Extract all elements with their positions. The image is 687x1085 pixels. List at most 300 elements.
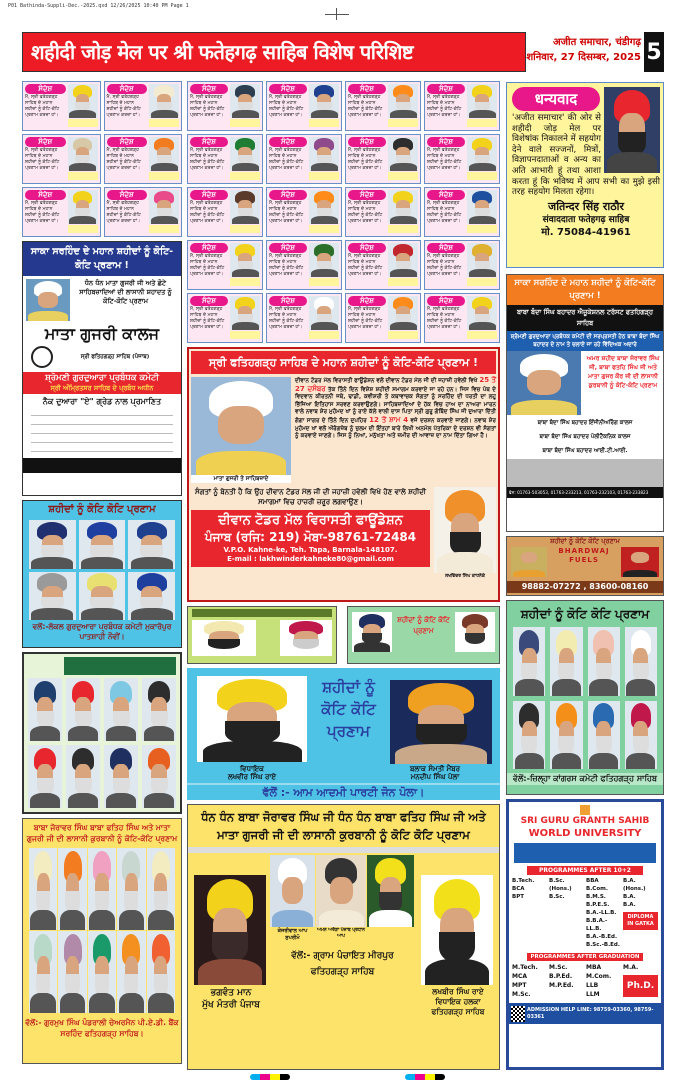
thanks-title: धन्यवाद	[512, 87, 600, 111]
portrait-photo	[66, 745, 100, 808]
photo-caption	[230, 119, 260, 127]
clothing	[589, 679, 618, 695]
clothing	[232, 110, 259, 118]
programme-column	[586, 963, 621, 999]
cm-name: ਭਗਵੰਤ ਮਾਨ	[210, 988, 252, 998]
programme-column	[549, 877, 584, 949]
photo-caption	[149, 172, 179, 180]
clothing	[69, 110, 96, 118]
middle-column	[187, 81, 500, 1070]
sandesh-message: ਮੈਂ, ਸ੍ਰੀ ਫਤੇਹਗੜ੍ਹ ਸਾਹਿਬ ਦੇ ਮਹਾਨ ਸ਼ਹੀਦਾਂ ਨੂੰ ਕੋਟਿ-ਕੋਟਿ ਪ੍ਰਣਾਮ ਕਰਦਾ ਹਾਂ।	[106, 201, 141, 224]
leaders-photos	[270, 855, 415, 927]
clothing	[390, 269, 417, 277]
sandesh-title: ਸੰਦੇਸ਼	[269, 296, 307, 306]
sandesh-title: ਸੰਦੇਸ਼	[348, 84, 386, 94]
portrait-photo	[230, 243, 260, 277]
photo-caption	[309, 331, 339, 339]
portrait-photo	[142, 745, 176, 808]
clothing	[469, 322, 496, 330]
card-photo	[230, 243, 260, 287]
newspaper-page	[22, 0, 664, 1070]
programme-item: B.Tech.	[512, 878, 535, 884]
sandesh-message: ਮੈਂ, ਸ੍ਰੀ ਫਤੇਹਗੜ੍ਹ ਸਾਹਿਬ ਦੇ ਮਹਾਨ ਸ਼ਹੀਦਾਂ ਨੂੰ ਕੋਟਿ-ਕੋਟਿ ਪ੍ਰਣਾਮ ਕਰਦਾ ਹਾਂ।	[190, 201, 225, 224]
clothing	[390, 163, 417, 171]
foundation-panel	[191, 510, 430, 567]
sandesh-card	[424, 81, 500, 131]
ad-title: ਧੰਨ ਧੰਨ ਬਾਬਾ ਜੋਰਾਵਰ ਸਿੰਘ ਜੀ ਧੰਨ ਧੰਨ ਬਾਬਾ ਫਤਿਹ ਸਿੰਘ ਜੀ ਅਤੇ ਮਾਤਾ ਗੁਜਰੀ ਜੀ ਦੀ ਲਾਸਾਨੀ ਕੁਰਬਾਨੀ ਨੂੰ ਕੋਟਿ ਕੋਟਿ ਪ੍ਰਣਾਮ	[201, 810, 486, 842]
sandesh-message: ਮੈਂ, ਸ੍ਰੀ ਫਤੇਹਗੜ੍ਹ ਸਾਹਿਬ ਦੇ ਮਹਾਨ ਸ਼ਹੀਦਾਂ ਨੂੰ ਕੋਟਿ-ਕੋਟਿ ਪ੍ਰਣਾਮ ਕਰਦਾ ਹਾਂ।	[190, 307, 225, 330]
portrait-photo	[550, 627, 582, 696]
phd-badge: Ph.D.	[623, 975, 658, 997]
clothing	[60, 910, 86, 930]
cm-caption	[194, 987, 268, 1011]
portrait-photo	[142, 678, 176, 741]
event-dates: 25 ਤੋਂ 27 ਦਸੰਬਰ	[295, 376, 497, 393]
sandesh-title: ਸੰਦੇਸ਼	[190, 190, 228, 200]
institution: ਬਾਬਾ ਬੰਦਾ ਸਿੰਘ ਬਹਾਦਰ ਪੋਲੀਟੈਕਨਿਕ ਕਾਲਜ	[539, 434, 631, 440]
clothing	[311, 163, 338, 171]
card-text	[190, 190, 228, 234]
sandesh-title: ਸੰਦੇਸ਼	[269, 137, 307, 147]
portrait-photo	[68, 84, 98, 118]
ad-from	[270, 948, 415, 980]
ad-banner: ਸਾਕਾ ਸਰਹਿੰਦ ਦੇ ਮਹਾਨ ਸ਼ਹੀਦਾਂ ਨੂੰ ਕੋਟਿ-ਕੋਟਿ ਪ੍ਰਣਾਮ !	[507, 275, 663, 305]
clothing	[81, 608, 123, 620]
ad-title: ਸ਼ਹੀਦਾਂ ਨੂੰ ਕੋਟਿ ਕੋਟਿ ਪ੍ਰਣਾਮ	[550, 537, 620, 545]
clothing	[311, 110, 338, 118]
paper-name: अजीत समाचार, चंडीगढ़	[552, 37, 641, 48]
institutions	[507, 415, 663, 459]
portrait-photo	[128, 520, 175, 569]
issue-date: शनिवार, 27 दिसम्बर, 2025	[526, 52, 641, 63]
sandesh-title: ਸੰਦੇਸ਼	[427, 84, 465, 94]
sandesh-title: ਸੰਦੇਸ਼	[269, 84, 307, 94]
portrait-photo	[467, 296, 497, 330]
photo-caption	[388, 225, 418, 233]
sandesh-message: ਮੈਂ, ਸ੍ਰੀ ਫਤੇਹਗੜ੍ਹ ਸਾਹਿਬ ਦੇ ਮਹਾਨ ਸ਼ਹੀਦਾਂ ਨੂੰ ਕੋਟਿ-ਕੋਟਿ ਪ੍ਰਣਾਮ ਕਰਦਾ ਹਾਂ।	[269, 95, 304, 118]
sandesh-card	[424, 240, 500, 290]
portrait-photo	[309, 190, 339, 224]
clothing	[552, 679, 581, 695]
mla-caption: ਲਖਬੀਰ ਸਿੰਘ ਰਾਏ ਵਿਧਾਇਕ ਹਲਕਾ ਫਤਿਹਗੜ੍ਹ ਸਾਹਿਬ	[431, 987, 485, 1016]
photo-caption	[309, 119, 339, 127]
portrait-photo	[625, 701, 657, 770]
college-logo	[31, 346, 53, 368]
small-ad-left	[187, 606, 337, 664]
programme-column	[512, 877, 547, 949]
ug-heading: PROGRAMMES AFTER 10+2	[527, 866, 643, 875]
mata-gujri-image	[507, 351, 581, 415]
clothing	[144, 793, 175, 808]
clothing	[144, 726, 175, 741]
programme-column	[623, 877, 658, 949]
sandesh-message: ਮੈਂ, ਸ੍ਰੀ ਫਤੇਹਗੜ੍ਹ ਸਾਹਿਬ ਦੇ ਮਹਾਨ ਸ਼ਹੀਦਾਂ ਨੂੰ ਕੋਟਿ-ਕੋਟਿ ਪ੍ਰਣਾਮ ਕਰਦਾ ਹਾਂ।	[269, 201, 304, 224]
card-text	[427, 190, 465, 234]
card-text	[427, 296, 465, 340]
clothing	[31, 557, 73, 569]
person-photo	[621, 547, 659, 577]
ad-bottom-row	[191, 487, 496, 580]
tribute-text: ਅਮਰ ਸ਼ਹੀਦ ਬਾਬਾ ਜੋਰਾਵਰ ਸਿੰਘ ਜੀ, ਬਾਬਾ ਫਤਹਿ ਸਿੰਘ ਜੀ ਅਤੇ ਮਾਤਾ ਗੁਜਰ ਕੌਰ ਜੀ ਦੀ ਲਾਸਾਨੀ ਕੁਰਬਾਨੀ ਨੂੰ ਕੋਟਿ-ਕੋਟਿ ਪ੍ਰਣਾਮ	[586, 355, 660, 389]
portrait-photo	[66, 678, 100, 741]
card-text	[269, 296, 307, 340]
portrait-photo	[117, 848, 145, 930]
programme-item: B.Sc.-B.Ed.	[586, 942, 620, 948]
ad-from: ਵੱਲੋਂ:- ਗੁਰਮੁਖ ਸਿੰਘ ਪੰਡਰਾਲੀ ਚੇਅਰਮੈਨ ਪੀ.ਏ.ਡੀ. ਬੈਂਕ ਸਰਹਿੰਦ ਫਤਿਹਗੜ੍ਹ ਸਾਹਿਬ।	[25, 1018, 179, 1038]
bhardwaj-fuels-ad	[506, 536, 664, 596]
mla-photo	[421, 875, 493, 985]
clothing	[232, 269, 259, 277]
sandesh-message: ਮੈਂ, ਸ੍ਰੀ ਫਤੇਹਗੜ੍ਹ ਸਾਹਿਬ ਦੇ ਮਹਾਨ ਸ਼ਹੀਦਾਂ ਨੂੰ ਕੋਟਿ-ਕੋਟਿ ਪ੍ਰਣਾਮ ਕਰਦਾ ਹਾਂ।	[348, 254, 383, 277]
sandesh-card	[104, 81, 183, 131]
sandesh-message: ਮੈਂ, ਸ੍ਰੀ ਫਤੇਹਗੜ੍ਹ ਸਾਹਿਬ ਦੇ ਮਹਾਨ ਸ਼ਹੀਦਾਂ ਨੂੰ ਕੋਟਿ-ਕੋਟਿ ਪ੍ਰਣਾਮ ਕਰਦਾ ਹਾਂ।	[348, 201, 383, 224]
clothing	[89, 910, 115, 930]
portrait-photo	[29, 848, 57, 930]
sandesh-card	[345, 187, 421, 237]
sandesh-grid	[187, 81, 500, 343]
card-photo	[309, 190, 339, 234]
clothing	[311, 269, 338, 277]
portrait-photo	[513, 701, 545, 770]
clothing	[106, 793, 137, 808]
contact-panel	[507, 459, 663, 487]
from-place: ਫਤਿਹਗੜ੍ਹ ਸਾਹਿਬ	[310, 967, 375, 977]
photo-caption	[68, 225, 98, 233]
portrait-photo	[230, 190, 260, 224]
card-text	[107, 137, 148, 181]
mla-photo	[197, 676, 307, 762]
ad-header	[192, 609, 332, 617]
programme-item: M.P.Ed.	[549, 982, 574, 989]
ad-title: ਸ਼ਹੀਦਾਂ ਨੂੰ ਕੋਟਿ ਕੋਟਿ ਪ੍ਰਣਾਮ	[520, 607, 650, 621]
person-photo	[192, 620, 256, 656]
admission-bar	[509, 1003, 661, 1024]
card-photo	[467, 84, 497, 128]
photo-caption	[230, 172, 260, 180]
card-photo	[467, 190, 497, 234]
photo-caption	[309, 278, 339, 286]
ad-title: ਸ਼ਹੀਦਾਂ ਨੂੰ ਕੋਟਿ ਕੋਟਿ ਪ੍ਰਣਾਮ	[397, 616, 450, 635]
clothing	[69, 163, 96, 171]
leaders-captions	[270, 928, 415, 942]
card-photo	[309, 137, 339, 181]
card-photo	[230, 84, 260, 128]
photo-caption	[149, 225, 179, 233]
card-photo	[149, 190, 179, 234]
portrait-photo	[149, 84, 179, 118]
todar-mal-foundation-ad	[187, 347, 500, 602]
portrait-photo	[88, 931, 116, 1013]
photo-caption	[230, 225, 260, 233]
clothing	[148, 910, 174, 930]
appeal-text: ਸੰਗਤਾਂ ਨੂੰ ਬੇਨਤੀ ਹੈ ਕਿ ਉਹ ਦੀਵਾਨ ਟੋਡਰ ਮੱਲ ਜੀ ਦੀ ਜਹਾਜ਼ੀ ਹਵੇਲੀ ਵਿਖੇ ਹੋਣ ਵਾਲੇ ਸ਼ਹੀਦੀ ਸਮਾਗਮਾਂ ਵਿਚ ਹਾਜ਼ਰੀ ਜ਼ਰੂਰ ਲਗਵਾਉਣ।	[194, 488, 427, 506]
clothing	[232, 163, 259, 171]
portrait-photo	[149, 190, 179, 224]
sandesh-title: ਸੰਦੇਸ਼	[427, 243, 465, 253]
portrait-photo	[388, 296, 418, 330]
leaders-block	[270, 855, 415, 1017]
portrait-photo	[467, 84, 497, 118]
programme-item: B.A.	[623, 894, 636, 900]
sandesh-message: ਮੈਂ, ਸ੍ਰੀ ਫਤੇਹਗੜ੍ਹ ਸਾਹਿਬ ਦੇ ਮਹਾਨ ਸ਼ਹੀਦਾਂ ਨੂੰ ਕੋਟਿ-ਕੋਟਿ ਪ੍ਰਣਾਮ ਕਰਦਾ ਹਾਂ।	[190, 95, 225, 118]
portrait-photo	[128, 572, 175, 621]
sandesh-title: ਸੰਦੇਸ਼	[348, 190, 386, 200]
event-time: 12 ਤੋਂ ਸ਼ਾਮ 4	[369, 415, 409, 424]
body-text: ਦੀਵਾਨ ਟੋਡਰ ਮੱਲ ਵਿਰਾਸਤੀ ਫਾਊਂਡੇਸ਼ਨ ਵਲੋਂ ਦੀਵਾਨ ਟੋਡਰ ਮੱਲ ਜੀ ਦੀ ਜਹਾਜ਼ੀ ਹਵੇਲੀ ਵਿਖੇ	[295, 378, 478, 384]
ad-header	[64, 657, 176, 675]
photo-caption	[467, 331, 497, 339]
portrait-photo	[88, 848, 116, 930]
card-photo	[309, 296, 339, 340]
diploma-badge: DIPLOMA IN GATKA	[623, 912, 658, 930]
card-photo	[388, 190, 418, 234]
clothing	[589, 753, 618, 769]
programme-column	[512, 963, 547, 999]
pbd-bank-ad	[22, 818, 182, 1064]
card-text	[107, 190, 148, 234]
sandesh-card	[345, 81, 421, 131]
photo-row	[187, 668, 500, 764]
foundation-name: ਦੀਵਾਨ ਟੋਡਰ ਮੱਲ ਵਿਰਾਸਤੀ ਫਾਊਂਡੇਸ਼ਨ	[218, 513, 403, 528]
college-place: ਸ੍ਰੀ ਫਤਿਹਗੜ੍ਹ ਸਾਹਿਬ (ਪੰਜਾਬ)	[80, 354, 150, 360]
thanks-box	[506, 82, 664, 268]
sandesh-title: ਸੰਦੇਸ਼	[348, 243, 386, 253]
cm-photo	[194, 875, 266, 985]
photo-caption	[388, 331, 418, 339]
card-text	[190, 137, 228, 181]
portrait-photo	[467, 190, 497, 224]
programme-item: MBA	[586, 964, 602, 971]
portrait-photo	[58, 848, 86, 930]
card-photo	[467, 137, 497, 181]
pg-heading: PROGRAMMES AFTER GRADUATION	[527, 953, 643, 961]
portrait-photo	[68, 190, 98, 224]
sandesh-card	[187, 240, 263, 290]
card-photo	[149, 84, 179, 128]
clothing	[30, 726, 61, 741]
programme-item: B.Sc.	[549, 894, 565, 900]
color-registration-mark	[250, 1074, 290, 1080]
sandesh-card	[266, 240, 342, 290]
sandesh-message: ਮੈਂ, ਸ੍ਰੀ ਫਤੇਹਗੜ੍ਹ ਸਾਹਿਬ ਦੇ ਮਹਾਨ ਸ਼ਹੀਦਾਂ ਨੂੰ ਕੋਟਿ-ਕੋਟਿ ਪ੍ਰਣਾਮ ਕਰਦਾ ਹਾਂ।	[427, 95, 462, 118]
sandesh-title: ਸੰਦੇਸ਼	[25, 84, 66, 94]
photo-row	[507, 546, 663, 578]
programme-item: MCA	[512, 973, 528, 980]
thanks-body: 'अजीत समाचार' की ओर से शहीदी जोड़ मेल पर विशेषांक निकालने में सहयोग देने वाले सज्जनों, मित्रों, विज्ञापनदाताओं व अन्य का अति आभारी हूं तथा आशा करता हूं कि भविष्य में आप सभी का मुझे इसी तरह सहयोग मिलता रहेगा।	[512, 113, 660, 198]
sandesh-title: ਸੰਦੇਸ਼	[107, 190, 148, 200]
arora-photo	[316, 855, 366, 927]
portrait-photo	[588, 701, 620, 770]
portrait-photo	[79, 520, 126, 569]
ad-title: ਬਾਬਾ ਜੋਰਾਵਰ ਸਿੰਘ ਬਾਬਾ ਫਤਿਹ ਸਿੰਘ ਅਤੇ ਮਾਤਾ ਗੁਜਰੀ ਜੀ ਦੀ ਲਾਸਾਨੀ ਕੁਰਬਾਨੀ ਨੂੰ ਕੋਟਿ-ਕੋਟਿ ਪ੍ਰਣਾਮ	[26, 823, 178, 843]
sandesh-title: ਸੰਦੇਸ਼	[427, 137, 465, 147]
body-text: ਵਜੇ ਦਰਸ਼ਨ ਕਰਵਾਏ ਜਾਣਗੇ। ਨਵਾਬ ਸ਼ੇਰ ਮੁਹੰਮਦ ਖਾਂ ਵਲੋਂ ਔਰੰਗਜ਼ੇਬ ਨੂੰ ਜ਼ੁਲਮ ਦੀ ਇੰਤਹਾਂ ਬਾਰੇ ਲਿਖੀ ਅਨਮੋਲ ਪੱਤਰਿਕਾ ਦੇ ਦਰਸ਼ਨ ਵੀ ਸੰਗਤਾਂ ਨੂੰ ਕਰਵਾਏ ਜਾਣਗੇ। ਜਿਸ ਨੂੰ ਨਿਆਂ, ਮਨੁੱਖਤਾ ਅਤੇ ਜ਼ਮੀਰ ਦੀ ਆਵਾਜ਼ ਦਾ ਨਾਮ ਦਿੱਤਾ ਗਿਆ ਹੈ।	[295, 417, 496, 440]
programme-item: B.P.Ed.	[549, 973, 573, 980]
clothing	[131, 608, 173, 620]
sandesh-title: ਸੰਦੇਸ਼	[190, 84, 228, 94]
clothing	[515, 753, 544, 769]
clothing	[30, 993, 56, 1013]
naac-grade: ਨੈਕ ਦੁਆਰਾ "ਏ" ਗ੍ਰੇਡ ਨਾਲ ਪ੍ਰਮਾਣਿਤ	[42, 397, 162, 406]
photo-caption	[68, 119, 98, 127]
image-caption: ਮਾਤਾ ਗੁਜਰੀ ਤੇ ਸਾਹਿਬਜ਼ਾਦੇ	[191, 475, 291, 483]
clothing	[390, 322, 417, 330]
card-photo	[467, 243, 497, 287]
photo-caption	[467, 278, 497, 286]
card-text	[107, 84, 148, 128]
sandesh-title: ਸੰਦੇਸ਼	[25, 190, 66, 200]
clothing	[469, 110, 496, 118]
sandesh-card	[424, 134, 500, 184]
sandesh-card	[22, 187, 101, 237]
sandesh-title: ਸੰਦੇਸ਼	[269, 190, 307, 200]
portrait-photo	[147, 848, 175, 930]
card-photo	[309, 243, 339, 287]
card-text	[269, 137, 307, 181]
card-text	[269, 243, 307, 287]
sgpc-name: ਸ਼੍ਰੋਮਣੀ ਗੁਰਦੁਆਰਾ ਪ੍ਰਬੰਧਕ ਕਮੇਟੀ	[45, 373, 159, 383]
portrait-photo	[625, 627, 657, 696]
sgpc-band	[23, 372, 181, 394]
reporter-phone: मो. 75084-41961	[541, 226, 631, 238]
programme-item: B.A.-LL.B.	[586, 910, 617, 916]
clothing	[515, 679, 544, 695]
sandesh-title: ਸੰਦੇਸ਼	[190, 243, 228, 253]
member-role: ਬਲਾਕ ਸੰਮਤੀ ਮੈਂਬਰ	[410, 765, 460, 773]
photo-grid	[29, 520, 175, 620]
mla-role: ਵਿਧਾਇਕ	[240, 765, 264, 773]
mla-block	[415, 855, 499, 1017]
portrait-photo	[230, 296, 260, 330]
card-text	[427, 137, 465, 181]
person-photo	[455, 612, 495, 652]
portrait-photo	[388, 243, 418, 277]
clothing	[81, 557, 123, 569]
ad-from: ਵਲੋਂ:-ਲੋਕਲ ਗੁਰਦੁਆਰਾ ਪ੍ਰਬੰਧਕ ਕਮੇਟੀ ਮੁਕਾਰੋਪੁਰ ਪਾਤਸ਼ਾਹੀ ਨੌਵੀਂ।	[32, 622, 172, 641]
card-photo	[467, 296, 497, 340]
clothing	[151, 216, 178, 224]
clothing	[469, 269, 496, 277]
congress-committee-ad	[506, 600, 664, 795]
card-text	[190, 243, 228, 287]
photo-caption	[149, 119, 179, 127]
body-text: ਤੱਕ ਤਿੰਨੇ ਦਿਨ ਵਿਸ਼ੇਸ਼ ਸ਼ਹੀਦੀ ਸਮਾਗਮ ਕਰਵਾਏ ਜਾ ਰਹੇ ਹਨ। ਜਿਸ ਵਿਚ ਪੰਥ ਦੇ ਵਿਦਵਾਨ ਕੀਰਤਨੀ ਜਥੇ, ਢਾਡੀ, ਕਵੀਸ਼ਰੀ ਤੇ ਕਥਾਵਾਚਕ ਸੰਗਤਾਂ ਨੂੰ ਸਰਹਿੰਦ ਦੀ ਧਰਤੀ ਦਾ ਲਹੂ ਭਿੱਜਿਆ ਇਤਿਹਾਸ ਸਰਵਣ ਕਰਵਾਉਣਗੇ। ਸਾਹਿਬਜ਼ਾਦਿਆਂ ਦੇ ਹੱਕ ਵਿਚ ਹਾਅ ਦਾ ਨਾਅਰਾ ਮਾਰਨ ਵਾਲੇ ਨਵਾਬ ਸ਼ੇਰ ਮੁਹੰਮਦ ਖਾਂ ਨੂੰ ਰਾਏ ਕੱਲੇ ਵਾਲੀ ਦਾਸ ਪਿਤਾ ਸ੍ਰੀ ਗੁਰੂ ਗੋਬਿੰਦ ਸਿੰਘ ਜੀ ਦੁਆਰਾ ਦਿੱਤੀ ਗੰਗਾ ਸਾਗਰ ਦੇ ਤਿੰਨੇ ਦਿਨ ਦੁਪਹਿਰ	[295, 386, 496, 424]
clothing	[469, 163, 496, 171]
sandesh-message: ਮੈਂ, ਸ੍ਰੀ ਫਤੇਹਗੜ੍ਹ ਸਾਹਿਬ ਦੇ ਮਹਾਨ ਸ਼ਹੀਦਾਂ ਨੂੰ ਕੋਟਿ-ਕੋਟਿ ਪ੍ਰਣਾਮ ਕਰਦਾ ਹਾਂ।	[25, 148, 60, 171]
page-title: शहीदी जोड़ मेल पर श्री फतेहगढ़ साहिब विशेष परिशिष्ट	[22, 32, 526, 72]
sandesh-message: ਮੈਂ, ਸ੍ਰੀ ਫਤੇਹਗੜ੍ਹ ਸਾਹਿਬ ਦੇ ਮਹਾਨ ਸ਼ਹੀਦਾਂ ਨੂੰ ਕੋਟਿ-ਕੋਟਿ ਪ੍ਰਣਾਮ ਕਰਦਾ ਹਾਂ।	[427, 201, 462, 224]
programme-item: LLB	[586, 982, 599, 989]
card-text	[348, 243, 386, 287]
aap-zone-ad	[187, 668, 500, 800]
clothing	[148, 993, 174, 1013]
group-photo-ad	[22, 652, 182, 814]
clothing	[626, 679, 655, 695]
programme-item: M.Com.	[586, 973, 612, 980]
small-ads-row	[187, 606, 500, 664]
photo-caption	[230, 278, 260, 286]
programme-item: B.P.E.S.	[586, 902, 610, 908]
qr-code	[511, 1006, 525, 1022]
card-text	[25, 84, 66, 128]
member-caption	[376, 765, 494, 781]
sandesh-card	[187, 81, 263, 131]
clothing	[30, 910, 56, 930]
portrait-photo	[230, 137, 260, 171]
tribute-row	[23, 276, 181, 324]
sandesh-card	[266, 81, 342, 131]
portrait-photo	[147, 931, 175, 1013]
sandesh-card	[345, 293, 421, 343]
clothing	[311, 322, 338, 330]
photo-caption	[309, 225, 339, 233]
clothing	[31, 608, 73, 620]
portrait-photo	[29, 520, 76, 569]
portrait-photo	[588, 627, 620, 696]
sandesh-message: ਮੈਂ, ਸ੍ਰੀ ਫਤੇਹਗੜ੍ਹ ਸਾਹਿਬ ਦੇ ਮਹਾਨ ਸ਼ਹੀਦਾਂ ਨੂੰ ਕੋਟਿ-ਕੋਟਿ ਪ੍ਰਣਾਮ ਕਰਦਾ ਹਾਂ।	[427, 307, 462, 330]
clothing	[119, 993, 145, 1013]
card-photo	[68, 137, 98, 181]
ug-programmes	[509, 875, 661, 951]
clothing	[68, 793, 99, 808]
card-text	[427, 84, 465, 128]
card-photo	[388, 296, 418, 340]
photo-caption	[467, 119, 497, 127]
person-photo	[280, 620, 332, 656]
programme-item: M.Tech.	[512, 964, 538, 971]
sandesh-card	[424, 293, 500, 343]
clothing	[552, 753, 581, 769]
mirpur-panchayat-ad	[187, 804, 500, 1070]
card-photo	[388, 243, 418, 287]
card-text	[269, 190, 307, 234]
right-column	[506, 82, 664, 1070]
pg-programmes	[509, 961, 661, 1001]
card-text	[190, 296, 228, 340]
mata-gujri-image	[26, 279, 70, 321]
portrait-photo	[230, 84, 260, 118]
sandesh-message: ਮੈਂ, ਸ੍ਰੀ ਫਤੇਹਗੜ੍ਹ ਸਾਹਿਬ ਦੇ ਮਹਾਨ ਸ਼ਹੀਦਾਂ ਨੂੰ ਕੋਟਿ-ਕੋਟਿ ਪ੍ਰਣਾਮ ਕਰਦਾ ਹਾਂ।	[190, 254, 225, 277]
college-place-row	[23, 344, 181, 370]
sandesh-title: ਸੰਦੇਸ਼	[190, 296, 228, 306]
divider	[188, 847, 499, 853]
file-slug: P01 Bathinda-Suppli-Dec.-2025.qxd 12/26/2025 10:40 PM Page 1	[8, 3, 189, 9]
clothing	[390, 110, 417, 118]
arora-caption: ਅਮਨ ਅਰੋੜਾ ਪੰਜਾਬ ਪ੍ਰਧਾਨ ਆਪ	[317, 928, 365, 939]
sandesh-title: ਸੰਦੇਸ਼	[427, 296, 465, 306]
card-photo	[388, 84, 418, 128]
trust-sub: ਸ਼੍ਰੋਮਣੀ ਗੁਰਦੁਆਰਾ ਪ੍ਰਬੰਧਕ ਕਮੇਟੀ ਦੀ ਸਰਪ੍ਰਸਤੀ ਹੇਠ ਬਾਬਾ ਬੰਦਾ ਸਿੰਘ ਬਹਾਦਰ ਦੇ ਨਾਮ ਤੇ ਚਲਾਏ ਜਾ ਰਹੇ ਵਿੱਦਿਅਕ ਅਦਾਰੇ	[507, 331, 663, 351]
sandesh-grid	[22, 81, 182, 237]
sandesh-title: ਸੰਦੇਸ਼	[348, 296, 386, 306]
sandesh-card	[187, 293, 263, 343]
appeal-block	[191, 487, 430, 580]
photo-caption	[309, 172, 339, 180]
sandesh-title: ਸੰਦੇਸ਼	[190, 137, 228, 147]
card-text	[269, 84, 307, 128]
kejriwal-photo	[270, 855, 315, 927]
programme-item: M.A.	[623, 964, 639, 971]
portrait-photo	[104, 745, 138, 808]
portrait-photo	[550, 701, 582, 770]
trust-name: ਬਾਬਾ ਬੰਦਾ ਸਿੰਘ ਬਹਾਦਰ ਐਜੂਕੇਸ਼ਨਲ ਟਰੱਸਟ ਫਤਹਿਗੜ੍ਹ ਸਾਹਿਬ	[507, 305, 663, 331]
photo-grid	[29, 848, 175, 1013]
clothing	[469, 216, 496, 224]
photo-caption	[388, 119, 418, 127]
card-text	[427, 243, 465, 287]
business-phones: 98882-07272 , 83600-08160	[507, 581, 663, 593]
clothing	[119, 910, 145, 930]
